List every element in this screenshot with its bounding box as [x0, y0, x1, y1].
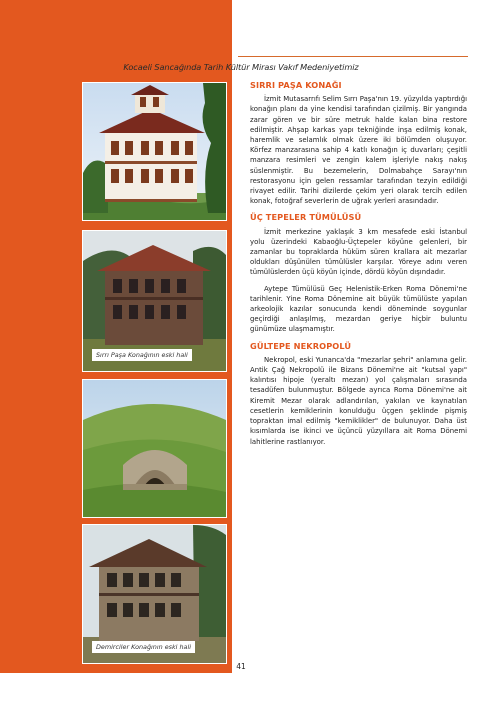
mansion-illustration — [83, 83, 226, 220]
sirri-pasa-konagi-photo — [82, 82, 227, 221]
section-title: SIRRI PAŞA KONAĞI — [250, 80, 342, 90]
photo-caption: Sırrı Paşa Konağının eski hali — [92, 349, 192, 361]
section-sirri-pasa-konagi — [250, 80, 467, 206]
page-number: 41 — [236, 662, 246, 671]
section-paragraph: Nekropol, eski Yunanca'da "mezarlar şehri" anlamına gelir. Antik Çağ Nekropolü ile Bizans Dönemi'ne ait "kutsal yapı" kalıntısı hipoje (yeraltı mezarı) yol çalışmaları sırasında tesadüfen bulunmuştur. Bölgede ayrıca Roma Dönemi'ne ait Kiremit Mezar olarak adlandırılan, yakılan ve kaynatılan cesetlerin kemiklerinin konulduğu üçgen şeklinde pişmiş topraktan imal edilmiş "kemiklikler" de bulunuyor. Daha üst kısımlarda ise ikinci ve üçüncü yüzyıllara ait Roma Dönemi lahitlerine rastlanıyor. — [250, 355, 467, 446]
section-uc-tepeler-tumulusu — [250, 212, 467, 334]
demirciler-konagi-photo — [82, 524, 227, 664]
page-header: Kocaeli Sancağında Tarih Kültür Mirası Vakıf Medeniyetimiz — [123, 62, 359, 72]
section-paragraph: İzmit merkezine yaklaşık 3 km mesafede eski İstanbul yolu üzerindeki Kabaoğlu-Üçtepeler köyüne gelenleri, bir zamanlar bu topraklarda hüküm süren krallara ait mezarlar oldukları düşünülen tümülüsler karşılar. Yöreye adını veren tümülüslerden üçü köyün içinde, dördü köyün dışındadır. — [250, 227, 467, 277]
section-paragraph: İzmit Mutasarrıfı Selim Sırrı Paşa'nın 19. yüzyılda yaptırdığı konağın planı da yine kendisi tarafından çizilmiş. Bir yangında zarar gören ve bir süre metruk halde kalan bina restore edilmiştir. Ahşap karkas yapı tekniğinde inşa edilmiş konak, haremlik ve selamlık olmak üzere iki bölümden oluşuyor. Körfez manzarasına sahip 4 katlı konağın iç duvarları; çeşitli manzara resimleri ve zengin kalem işleriyle nakış nakış süslenmiştir. Bu bezemelerin, Dolmabahçe Sarayı'nın restorasyonu için gelen ressamlar tarafından tezyin edildiği rivayet edilir. Tarihi dizilerde çekim yeri olarak tercih edilen konak, fotoğraf severlerin de uğrak yerleri arasındadır. — [250, 95, 467, 206]
header-rule — [238, 56, 468, 57]
section-gultepe-nekropolu — [250, 341, 467, 447]
section-paragraph: Aytepe Tümülüsü Geç Helenistik-Erken Roma Dönemi'ne tarihlenir. Yine Roma Dönemine ait büyük tümülüste yapılan arkeolojik kazılar sonucunda kendi döneminde soygunlar geçirdiği anlaşılmış, mezardan geriye hiçbir buluntu günümüze ulaşmamıştır. — [250, 284, 467, 334]
sirri-pasa-konagi-old-photo — [82, 230, 227, 372]
article-text-column — [250, 80, 467, 453]
tumulus-illustration — [83, 380, 226, 517]
section-title: GÜLTEPE NEKROPOLÜ — [250, 340, 352, 351]
photo-caption: Demirciler Konağının eski hali — [92, 641, 195, 653]
uc-tepeler-tumulusu-photo — [82, 379, 227, 518]
section-title: ÜÇ TEPELER TÜMÜLÜSÜ — [250, 212, 362, 223]
